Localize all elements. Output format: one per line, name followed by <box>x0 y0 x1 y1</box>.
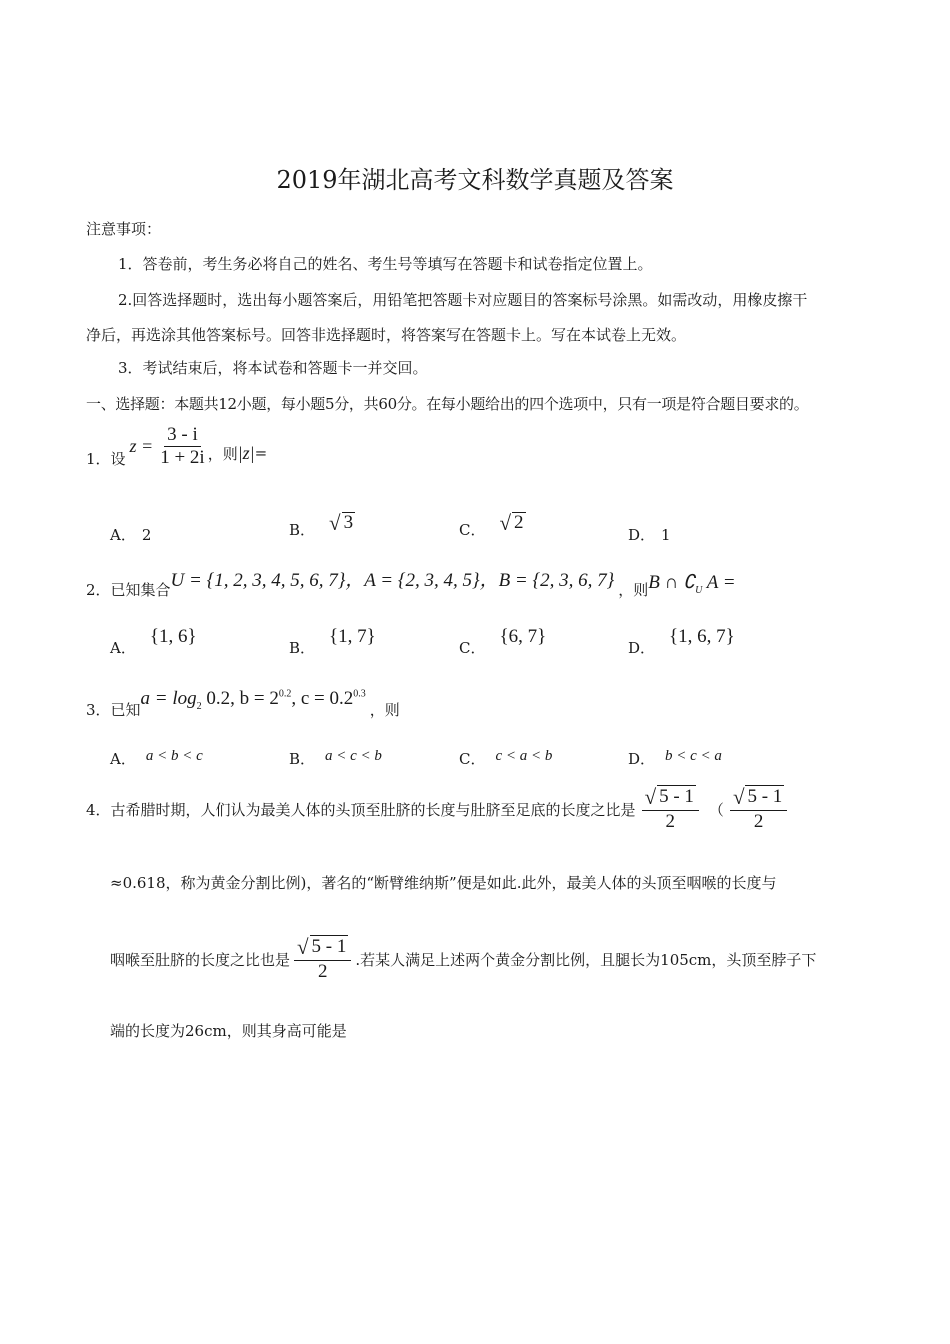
q1-option-c-sqrt: √ 2 <box>499 510 524 535</box>
q1-option-a-value: 2 <box>141 526 152 544</box>
q3-option-d-value: b < c < a <box>665 748 722 764</box>
question-2-tail: ，则 <box>618 581 649 599</box>
question-4-paren: （ <box>708 800 724 819</box>
q3-option-d[interactable] <box>628 748 722 769</box>
q2-option-a-label: A． <box>110 639 136 657</box>
sqrt-icon: √ <box>297 935 309 960</box>
question-3 <box>86 686 400 720</box>
q2-option-c[interactable] <box>459 626 546 658</box>
q3-option-c-label: C． <box>459 750 486 768</box>
q2-option-b[interactable] <box>289 626 376 658</box>
q2-option-c-value: {6, 7} <box>499 626 547 647</box>
q2-option-b-label: B． <box>289 639 316 657</box>
question-2-set-a: ，A = {2, 3, 4, 5} <box>345 570 480 591</box>
question-2-set-b: ，B = {2, 3, 6, 7} <box>479 570 615 591</box>
q1-option-b-label: B． <box>289 520 316 539</box>
q1-option-a[interactable] <box>110 524 151 545</box>
question-3-label: 3．已知 <box>86 701 141 719</box>
note-2a: 2.回答选择题时，选出每小题答案后，用铅笔把答题卡对应题目的答案标号涂黑。如需改动，用橡皮擦干 <box>118 291 808 309</box>
q1-option-d-value: 1 <box>661 526 671 544</box>
q1-option-b[interactable] <box>289 512 355 542</box>
question-4-text-3b: .若某人满足上述两个黄金分割比例，且腿长为105cm，头顶至脖子下 <box>355 950 817 969</box>
q1-option-d-label: D． <box>628 526 656 544</box>
question-2-label: 2．已知集合 <box>86 581 171 599</box>
q2-option-c-label: C． <box>459 639 486 657</box>
question-4-text-4: 端的长度为26cm，则其身高可能是 <box>110 1022 347 1040</box>
q2-option-a-value: {1, 6} <box>149 626 197 647</box>
question-1-eq: = <box>254 444 268 462</box>
golden-ratio-fraction-1: √ 5 - 1 2 <box>642 785 699 833</box>
q3-option-c-value: c < a < b <box>495 748 553 764</box>
question-4-text-2: ≈0.618，称为黄金分割比例)，著名的“断臂维纳斯”便是如此.此外，最美人体的头顶至咽喉的长度与 <box>110 874 777 892</box>
q3-option-a-label: A． <box>110 750 136 768</box>
golden-ratio-fraction-3: √ 5 - 1 2 <box>294 935 351 983</box>
question-1 <box>86 420 267 472</box>
q2-option-d[interactable] <box>628 626 735 658</box>
q1-option-d[interactable] <box>628 524 671 545</box>
section-heading: 一、选择题：本题共12小题，每小题5分，共60分。在每小题给出的四个选项中，只有一项是符合题目要求的。 <box>86 395 809 413</box>
question-4-text-1: 4．古希腊时期，人们认为最美人体的头顶至肚脐的长度与肚脐至足底的长度之比是 <box>86 800 636 819</box>
notes-heading: 注意事项： <box>86 220 162 238</box>
q3-option-b-value: a < c < b <box>325 748 382 764</box>
page-title: 2019年湖北高考文科数学真题及答案 <box>276 166 674 194</box>
q3-option-b[interactable] <box>289 748 382 769</box>
q1-option-a-label: A． <box>110 526 136 544</box>
question-4-line-1 <box>86 782 787 836</box>
question-1-fraction <box>157 424 208 469</box>
q2-option-d-value: {1, 6, 7} <box>669 626 735 647</box>
question-2-expr: B ∩ $∁_U$ A = <box>648 572 736 596</box>
question-3-tail: ，则 <box>369 701 400 719</box>
golden-ratio-fraction-2: √ 5 - 1 2 <box>730 785 787 833</box>
sqrt-icon: √ <box>329 510 341 535</box>
sqrt-icon: √ <box>644 785 657 810</box>
q1-option-c[interactable] <box>459 512 526 542</box>
question-1-label: 1．设 <box>86 449 126 468</box>
q3-option-a[interactable] <box>110 748 203 769</box>
question-1-denominator: 1 + 2i <box>160 446 205 468</box>
sqrt-icon: √ <box>499 510 512 535</box>
sqrt-icon: √ <box>732 785 745 810</box>
note-2b: 净后，再选涂其他答案标号。回答非选择题时，将答案写在答题卡上。写在本试卷上无效。 <box>86 326 687 344</box>
q3-option-c[interactable] <box>459 748 552 769</box>
q3-option-d-label: D． <box>628 750 656 768</box>
question-2 <box>86 566 736 600</box>
question-3-expr: $a = \log_2 0.2$, $b = 2^{0.2}$, $c = 0.2^{0.3}$ <box>140 688 366 712</box>
note-3: 3．考试结束后，将本试卷和答题卡一并交回。 <box>118 359 428 377</box>
question-4-line-3 <box>110 932 816 986</box>
q2-option-a[interactable] <box>110 626 197 658</box>
q1-option-b-sqrt: √ 3 <box>329 510 354 535</box>
note-1: 1．答卷前，考生务必将自己的姓名、考生号等填写在答题卡和试卷指定位置上。 <box>118 255 653 273</box>
question-2-set-u: U = {1, 2, 3, 4, 5, 6, 7} <box>170 570 346 591</box>
q1-option-c-label: C． <box>459 520 486 539</box>
q3-option-a-value: a < b < c <box>145 748 203 764</box>
question-1-z: z = <box>129 435 154 456</box>
question-4-text-3a: 咽喉至肚脐的长度之比也是 <box>110 950 291 969</box>
q2-option-b-value: {1, 7} <box>329 626 376 647</box>
q3-option-b-label: B． <box>289 750 316 768</box>
question-1-numerator: 3 - i <box>164 424 201 447</box>
question-1-absz: |z| <box>237 442 255 463</box>
q2-option-d-label: D． <box>628 639 656 657</box>
question-1-tail: ，则 <box>207 444 238 463</box>
